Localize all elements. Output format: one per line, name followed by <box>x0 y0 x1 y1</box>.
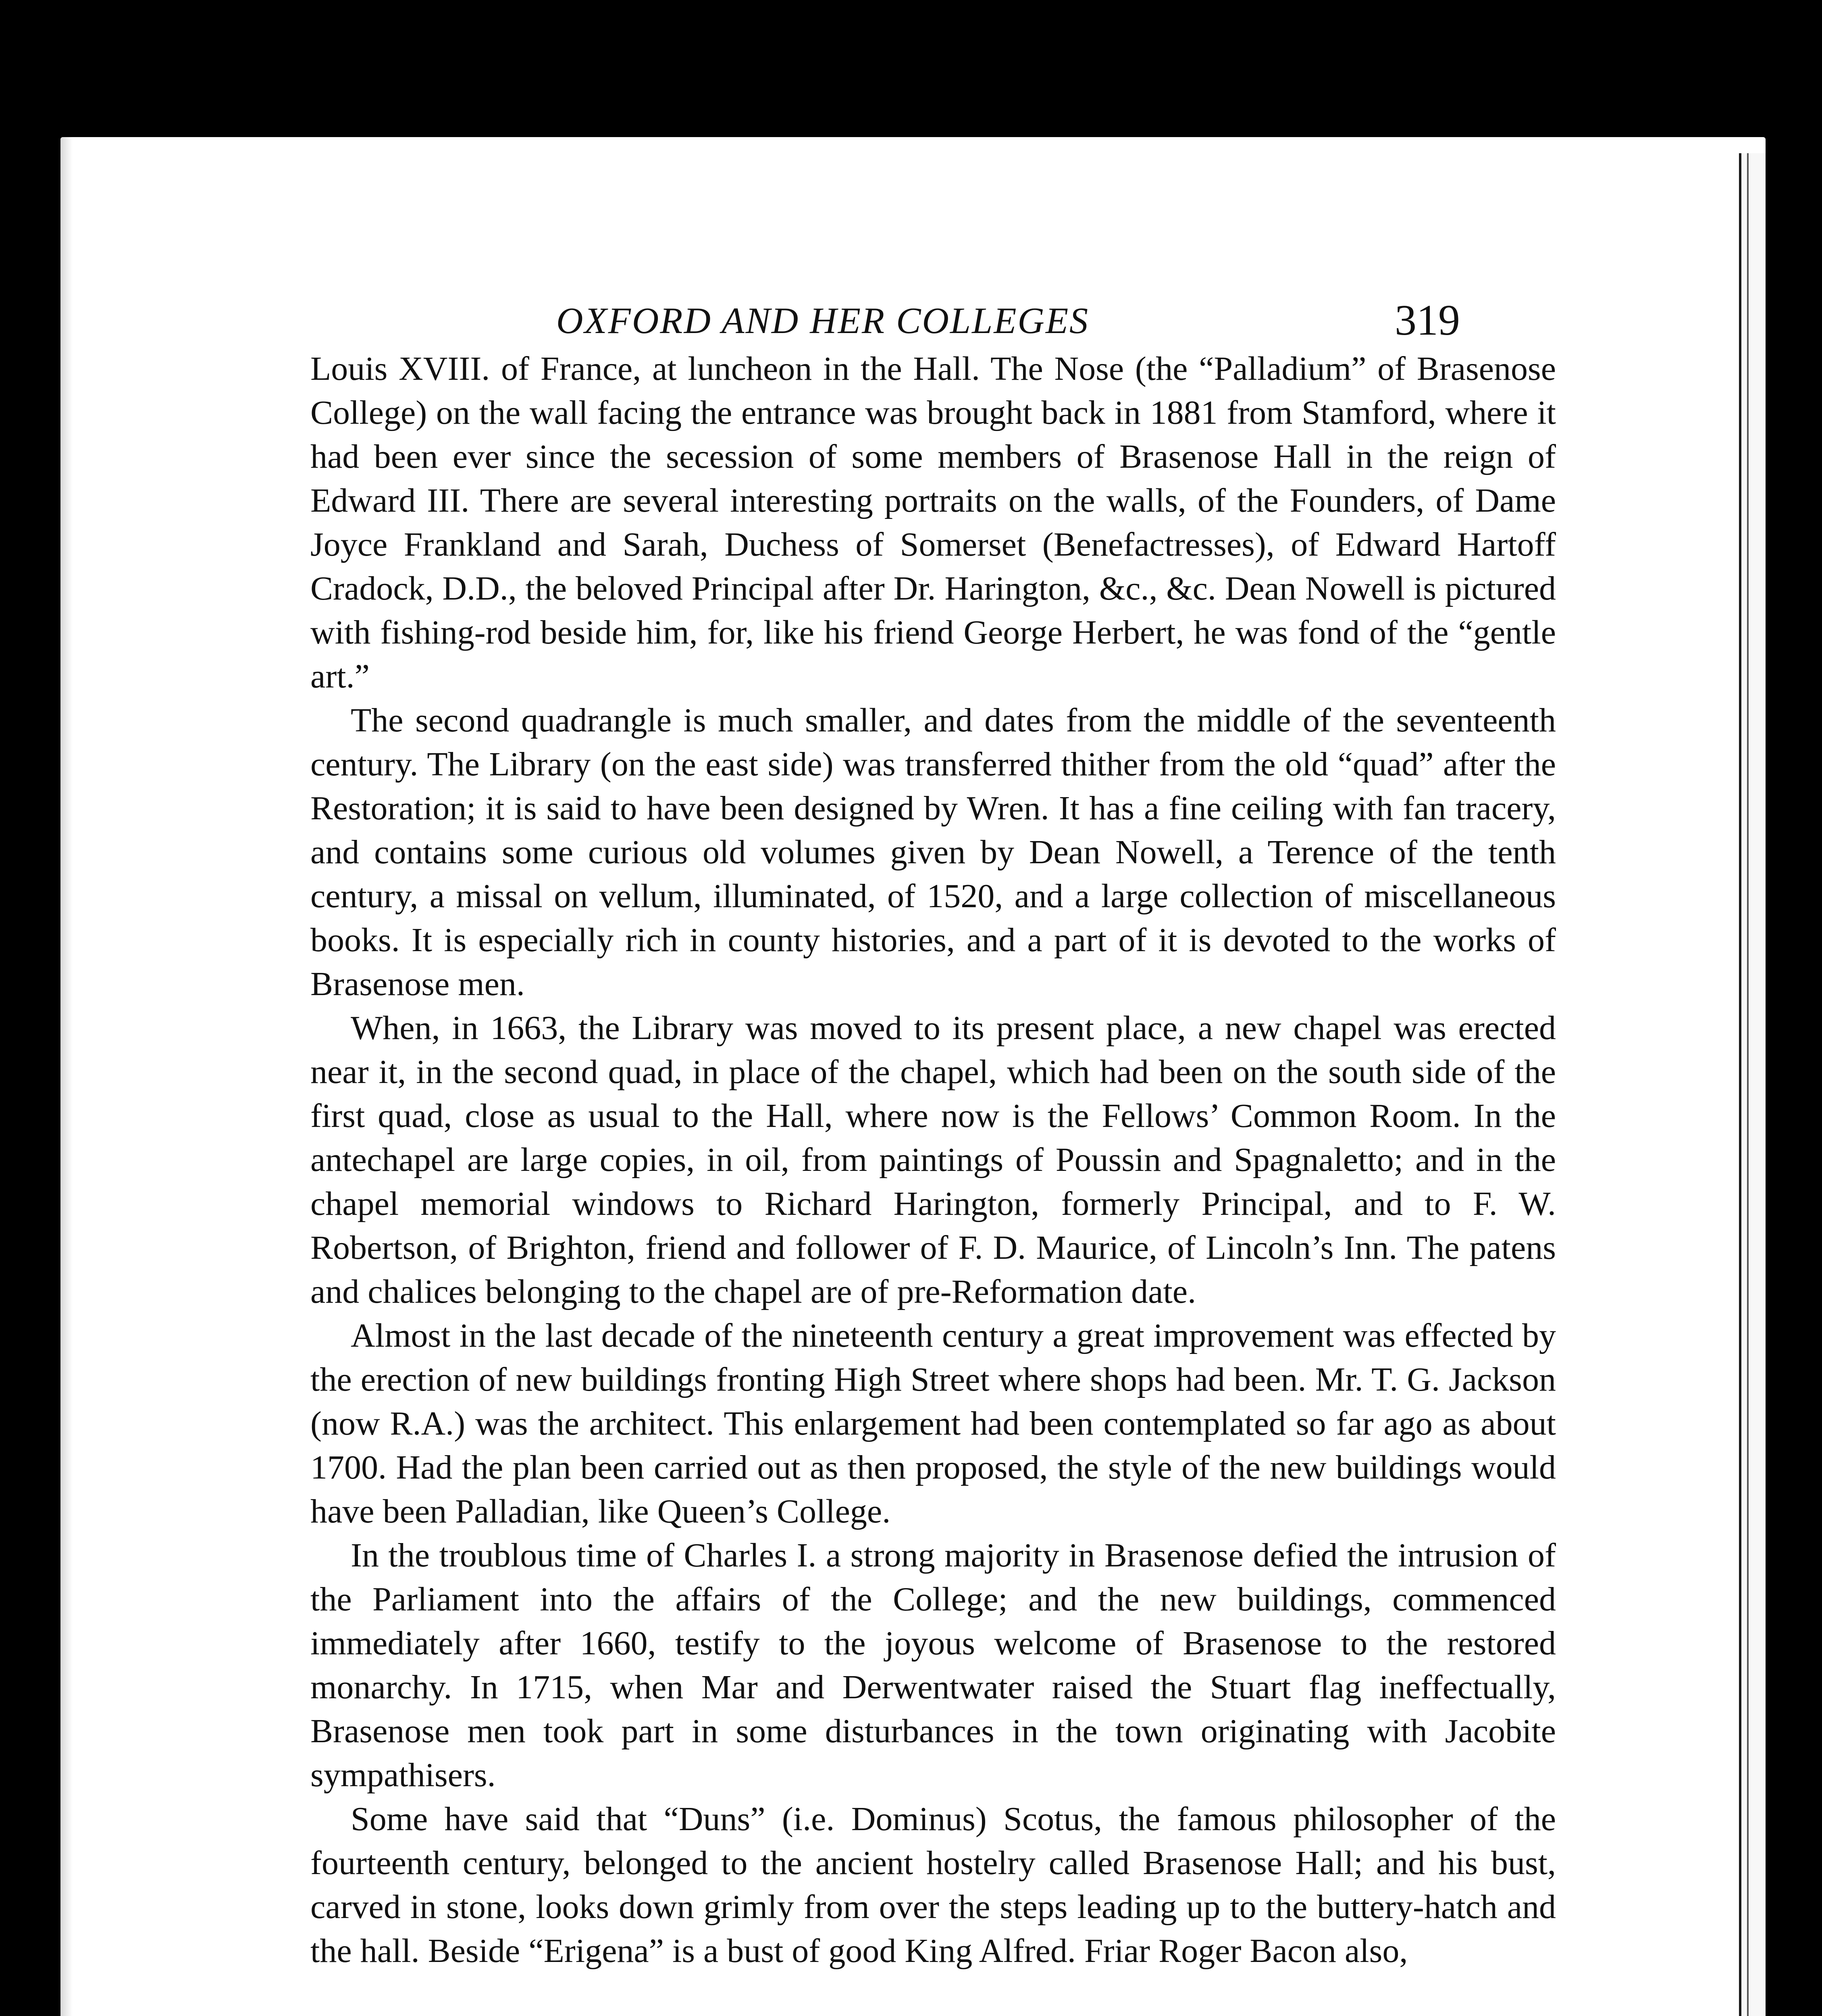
page-fore-edge <box>1739 153 1766 2016</box>
paragraph: In the troublous time of Charles I. a strong majority in Brasenose defied the intrusion of the Parliament into the affairs of the College; and the new buildings, commenced immediately after 1660, testify to the joyous welcome of Brasenose to the restored monarchy. In 1715, when Mar and Derwentwater raised the Stuart flag ineffectually, Brasenose men took part in some disturbances in the town originating with Jacobite sympathisers. <box>310 1537 1556 1794</box>
page-number: 319 <box>1395 296 1460 344</box>
paragraph: When, in 1663, the Library was moved to its present place, a new chapel was erected near it, in the second quad, in place of the chapel, which had been on the south side of the first quad, close as usual to the Hall, where now is the Fellows’ Common Room. In the antechapel are large copies, in oil, from paintings of Poussin and Spagnaletto; and in the chapel memorial windows to Richard Harington, formerly Principal, and to F. W. Robertson, of Brighton, friend and follower of F. D. Maurice, of Lincoln’s Inn. The patens and chalices belonging to the chapel are of pre-Reformation date. <box>310 1009 1556 1310</box>
paragraph: The second quadrangle is much smaller, and dates from the middle of the seventeenth century. The Library (on the east side) was transferred thither from the old “quad” after the Restoration; it is said to have been designed by Wren. It has a fine ceiling with fan tracery, and contains some curious old volumes given by Dean Nowell, a Terence of the tenth century, a missal on vellum, illuminated, of 1520, and a large collection of miscellaneous books. It is especially rich in county histories, and a part of it is devoted to the works of Brasenose men. <box>310 702 1556 1003</box>
page-gutter-shadow <box>60 137 73 2016</box>
paragraph: Some have said that “Duns” (i.e. Dominus) Scotus, the famous philosopher of the fourteenth century, belonged to the ancient hostelry called Brasenose Hall; and his bust, carved in stone, looks down grimly from over the steps leading up to the buttery-hatch and the hall. Beside “Erigena” is a bust of good King Alfred. Friar Roger Bacon also, <box>310 1800 1556 1970</box>
paragraph: Louis XVIII. of France, at luncheon in the Hall. The Nose (the “Palladium” of Brasenose College) on the wall facing the entrance was brought back in 1881 from Stamford, where it had been ever since the secession of some members of Brasenose Hall in the reign of Edward III. There are several interesting portraits on the walls, of the Founders, of Dame Joyce Frankland and Sarah, Duchess of Somerset (Benefactresses), of Edward Hartoff Cradock, D.D., the beloved Principal after Dr. Harington, &c., &c. Dean Nowell is pictured with fishing-rod beside him, for, like his friend George Herbert, he was fond of the “gentle art.” <box>310 350 1556 695</box>
body-text <box>310 347 1556 1973</box>
book-page <box>60 137 1766 2016</box>
running-head <box>60 298 1766 343</box>
running-head-title: OXFORD AND HER COLLEGES <box>556 300 1090 341</box>
paragraph: Almost in the last decade of the nineteenth century a great improvement was effected by the erection of new buildings fronting High Street where shops had been. Mr. T. G. Jackson (now R.A.) was the architect. This enlargement had been contemplated so far ago as about 1700. Had the plan been carried out as then proposed, the style of the new buildings would have been Palladian, like Queen’s College. <box>310 1317 1556 1530</box>
